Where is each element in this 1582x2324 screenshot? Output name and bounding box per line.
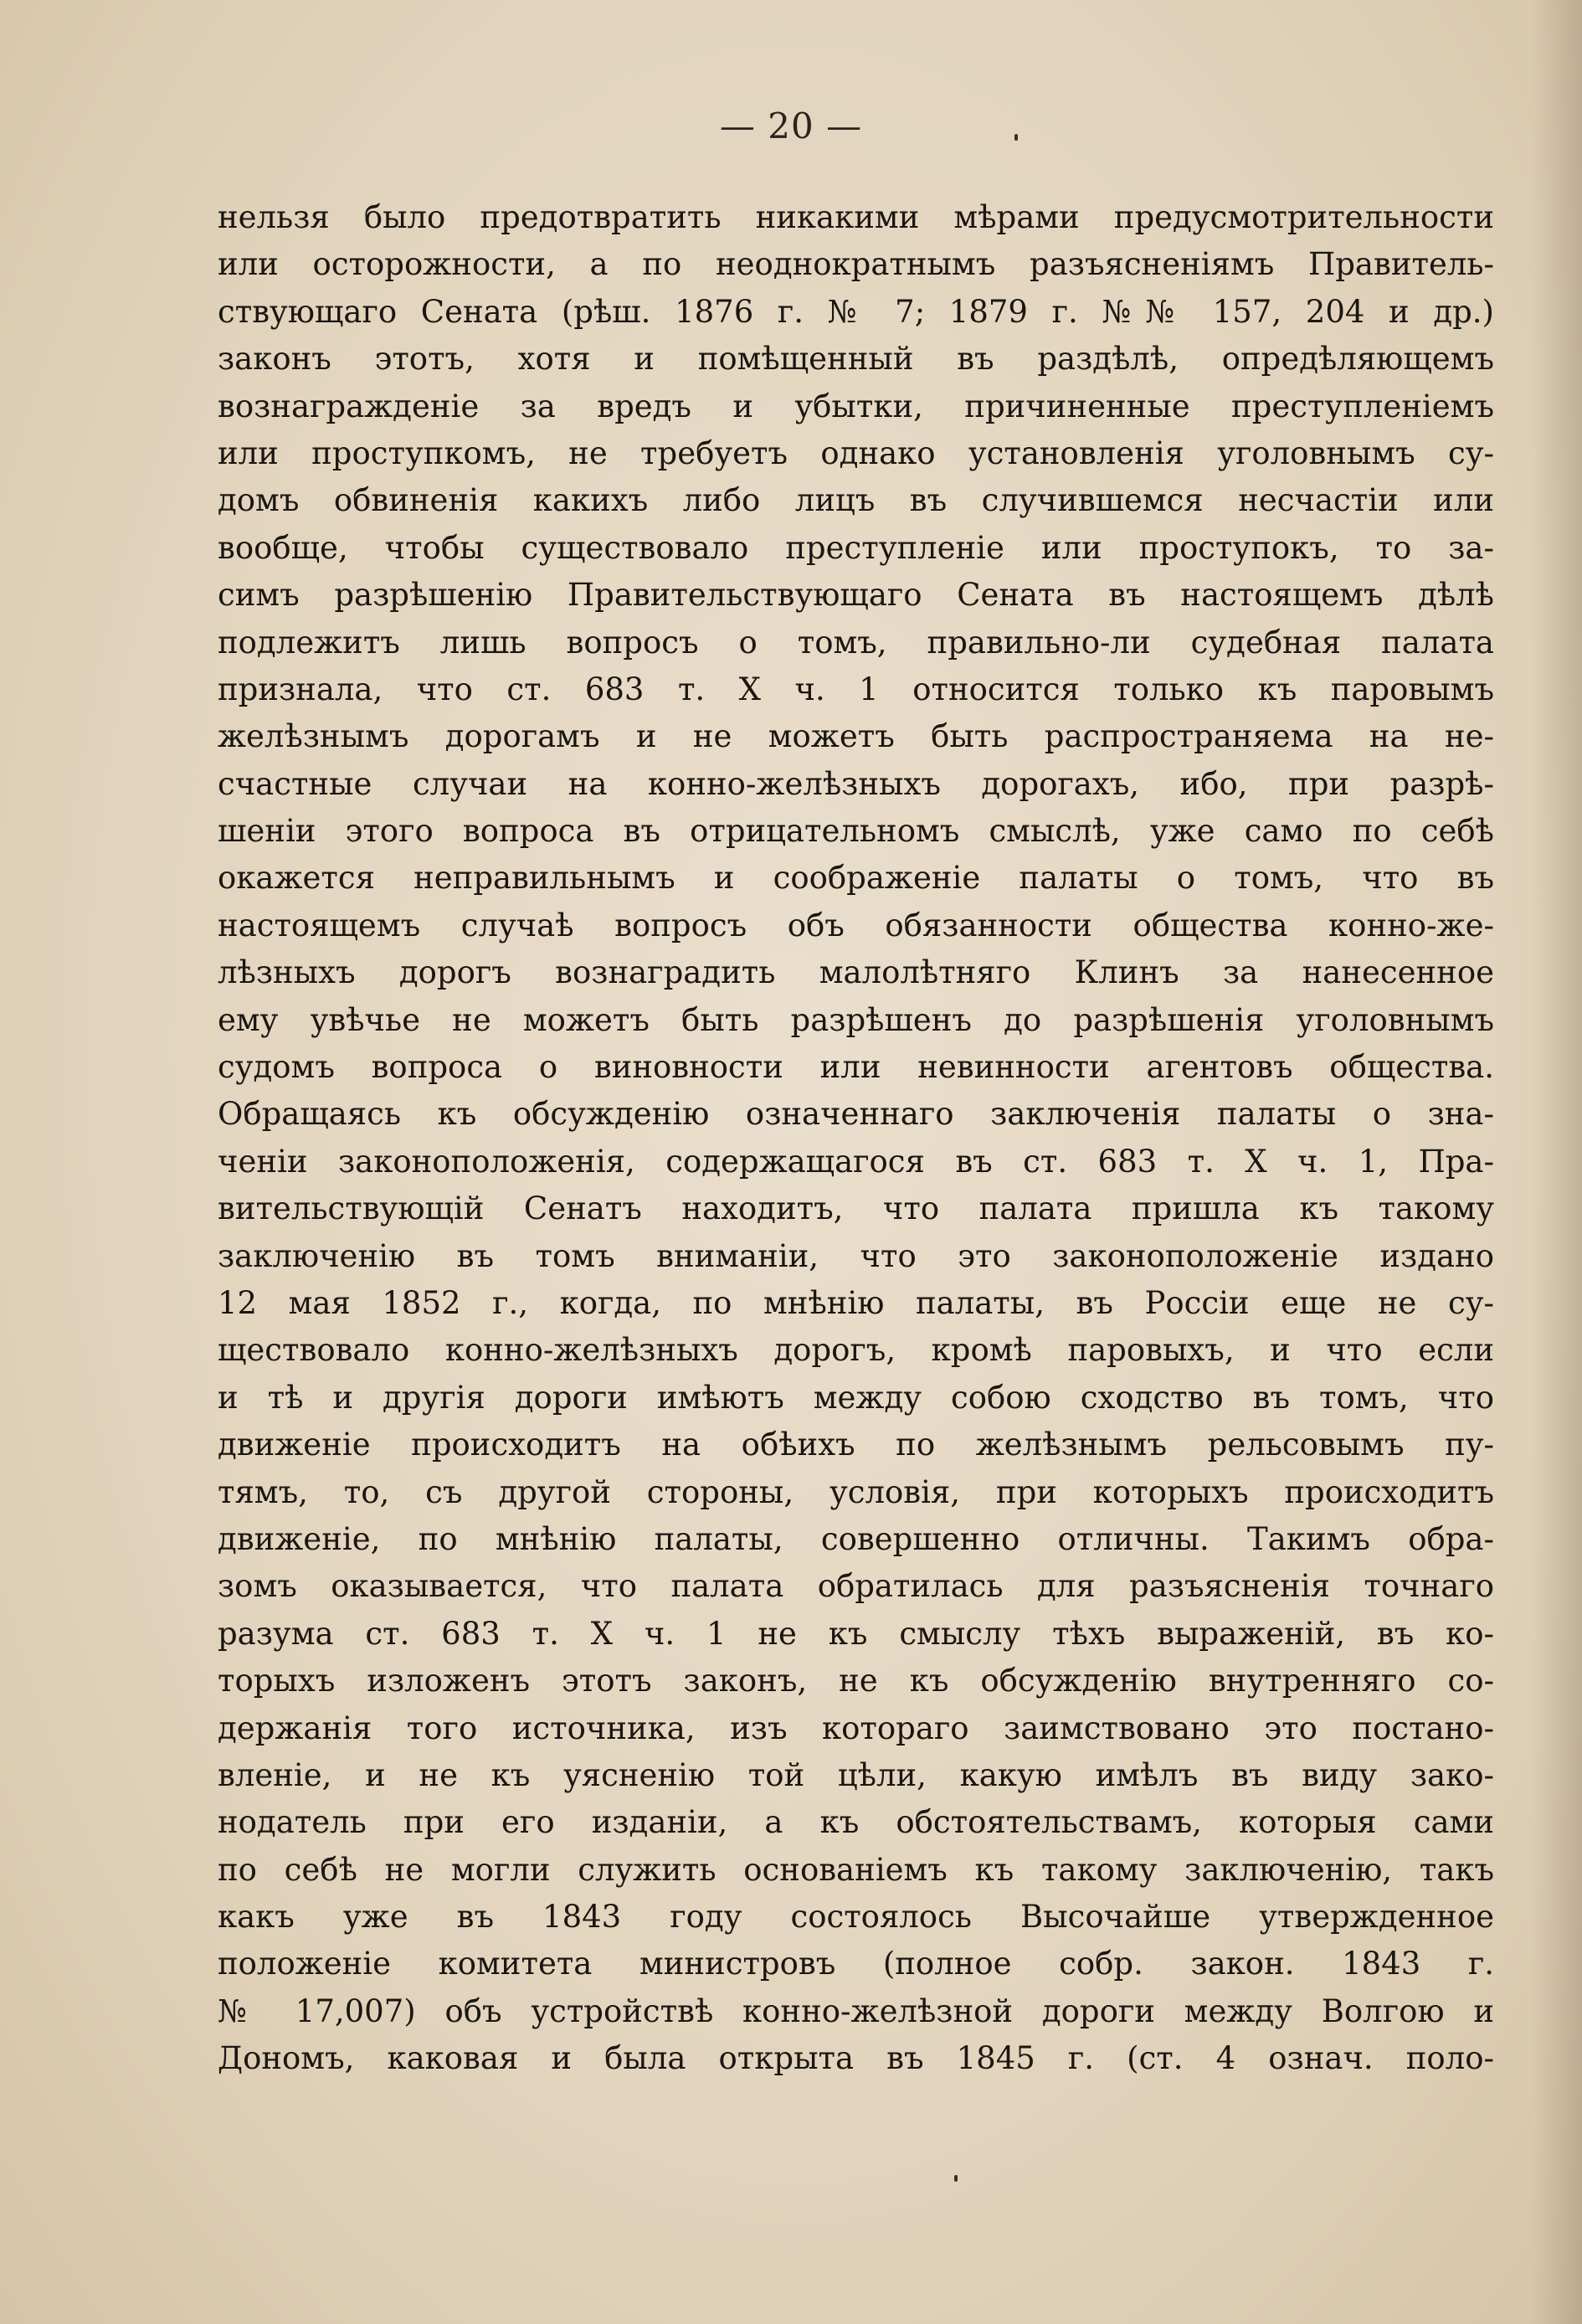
text-line: ему увѣчье не можетъ быть разрѣшенъ до разрѣшенія уголовнымъ <box>218 1001 1494 1038</box>
text-line: настоящемъ случаѣ вопросъ объ обязанности общества конно-же- <box>218 907 1494 943</box>
text-line: лѣзныхъ дорогъ вознаградить малолѣтняго Клинъ за нанесенное <box>218 954 1494 991</box>
text-line: законъ этотъ, хотя и помѣщенный въ раздѣлѣ, опредѣляющемъ <box>218 341 1494 378</box>
text-line: держанія того источника, изъ котораго заимствовано это постано- <box>218 1710 1494 1746</box>
paper-speck <box>954 2175 958 2182</box>
text-line: движеніе происходитъ на обѣихъ по желѣзнымъ рельсовымъ пу- <box>218 1427 1494 1463</box>
text-line: Обращаясь къ обсужденію означеннаго заключенія палаты о зна- <box>218 1096 1494 1133</box>
text-line: ченіи законоположенія, содержащагося въ ст. 683 т. X ч. 1, Пра- <box>218 1143 1494 1180</box>
text-line: Дономъ, каковая и была открыта въ 1845 г. (ст. 4 означ. поло- <box>218 2040 1494 2077</box>
paper-speck <box>1014 134 1018 141</box>
text-line: домъ обвиненія какихъ либо лицъ въ случившемся несчастіи или <box>218 482 1494 519</box>
page-edge-shadow <box>1532 0 1582 2324</box>
text-line: по себѣ не могли служить основаніемъ къ такому заключенію, такъ <box>218 1851 1494 1888</box>
text-line: или проступкомъ, не требуетъ однако установленія уголовнымъ су- <box>218 434 1494 471</box>
text-line: торыхъ изложенъ этотъ законъ, не къ обсужденію внутренняго со- <box>218 1663 1494 1699</box>
text-line: счастные случаи на конно-желѣзныхъ дорогахъ, ибо, при разрѣ- <box>218 765 1494 802</box>
text-line: движеніе, по мнѣнію палаты, совершенно отличны. Такимъ обра- <box>218 1520 1494 1557</box>
text-line: симъ разрѣшенію Правительствующаго Сената въ настоящемъ дѣлѣ <box>218 577 1494 614</box>
text-line: и тѣ и другія дороги имѣютъ между собою сходство въ томъ, что <box>218 1379 1494 1416</box>
text-line: или осторожности, а по неоднократнымъ разъясненіямъ Правитель- <box>218 246 1494 283</box>
text-line: нельзя было предотвратить никакими мѣрами предусмотрительности <box>218 199 1494 235</box>
text-line: подлежитъ лишь вопросъ о томъ, правильно-ли судебная палата <box>218 624 1494 661</box>
text-line: вительствующій Сенатъ находитъ, что палата пришла къ такому <box>218 1190 1494 1227</box>
text-line: нодатель при его изданіи, а къ обстоятельствамъ, которыя сами <box>218 1804 1494 1841</box>
text-line: вообще, чтобы существовало преступленіе или проступокъ, то за- <box>218 529 1494 566</box>
text-line: какъ уже въ 1843 году состоялось Высочайше утвержденное <box>218 1899 1494 1936</box>
text-line: положеніе комитета министровъ (полное собр. закон. 1843 г. <box>218 1946 1494 1982</box>
page-number: — 20 — <box>719 105 863 147</box>
text-line: разума ст. 683 т. X ч. 1 не къ смыслу тѣхъ выраженій, въ ко- <box>218 1615 1494 1652</box>
text-line: 12 мая 1852 г., когда, по мнѣнію палаты, въ Россіи еще не су- <box>218 1284 1494 1321</box>
text-line: признала, что ст. 683 т. X ч. 1 относится только къ паровымъ <box>218 671 1494 707</box>
text-line: № 17,007) объ устройствѣ конно-желѣзной дороги между Волгою и <box>218 1992 1494 2029</box>
text-line: вознагражденіе за вредъ и убытки, причиненные преступленіемъ <box>218 388 1494 424</box>
text-line: ществовало конно-желѣзныхъ дорогъ, кромѣ паровыхъ, и что если <box>218 1332 1494 1369</box>
text-line: окажется неправильнымъ и соображеніе палаты о томъ, что въ <box>218 860 1494 897</box>
text-line: заключенію въ томъ вниманіи, что это законоположеніе издано <box>218 1237 1494 1274</box>
body-text <box>218 194 1494 2083</box>
text-line: судомъ вопроса о виновности или невинности агентовъ общества. <box>218 1049 1494 1086</box>
text-line: желѣзнымъ дорогамъ и не можетъ быть распространяема на не- <box>218 718 1494 755</box>
text-line: ствующаго Сената (рѣш. 1876 г. № 7; 1879 г. №№ 157, 204 и др.) <box>218 293 1494 330</box>
text-line: зомъ оказывается, что палата обратилась для разъясненія точнаго <box>218 1568 1494 1605</box>
text-line: тямъ, то, съ другой стороны, условія, при которыхъ происходитъ <box>218 1473 1494 1510</box>
text-line: вленіе, и не къ уясненію той цѣли, какую имѣлъ въ виду зако- <box>218 1756 1494 1793</box>
text-line: шеніи этого вопроса въ отрицательномъ смыслѣ, уже само по себѣ <box>218 813 1494 850</box>
